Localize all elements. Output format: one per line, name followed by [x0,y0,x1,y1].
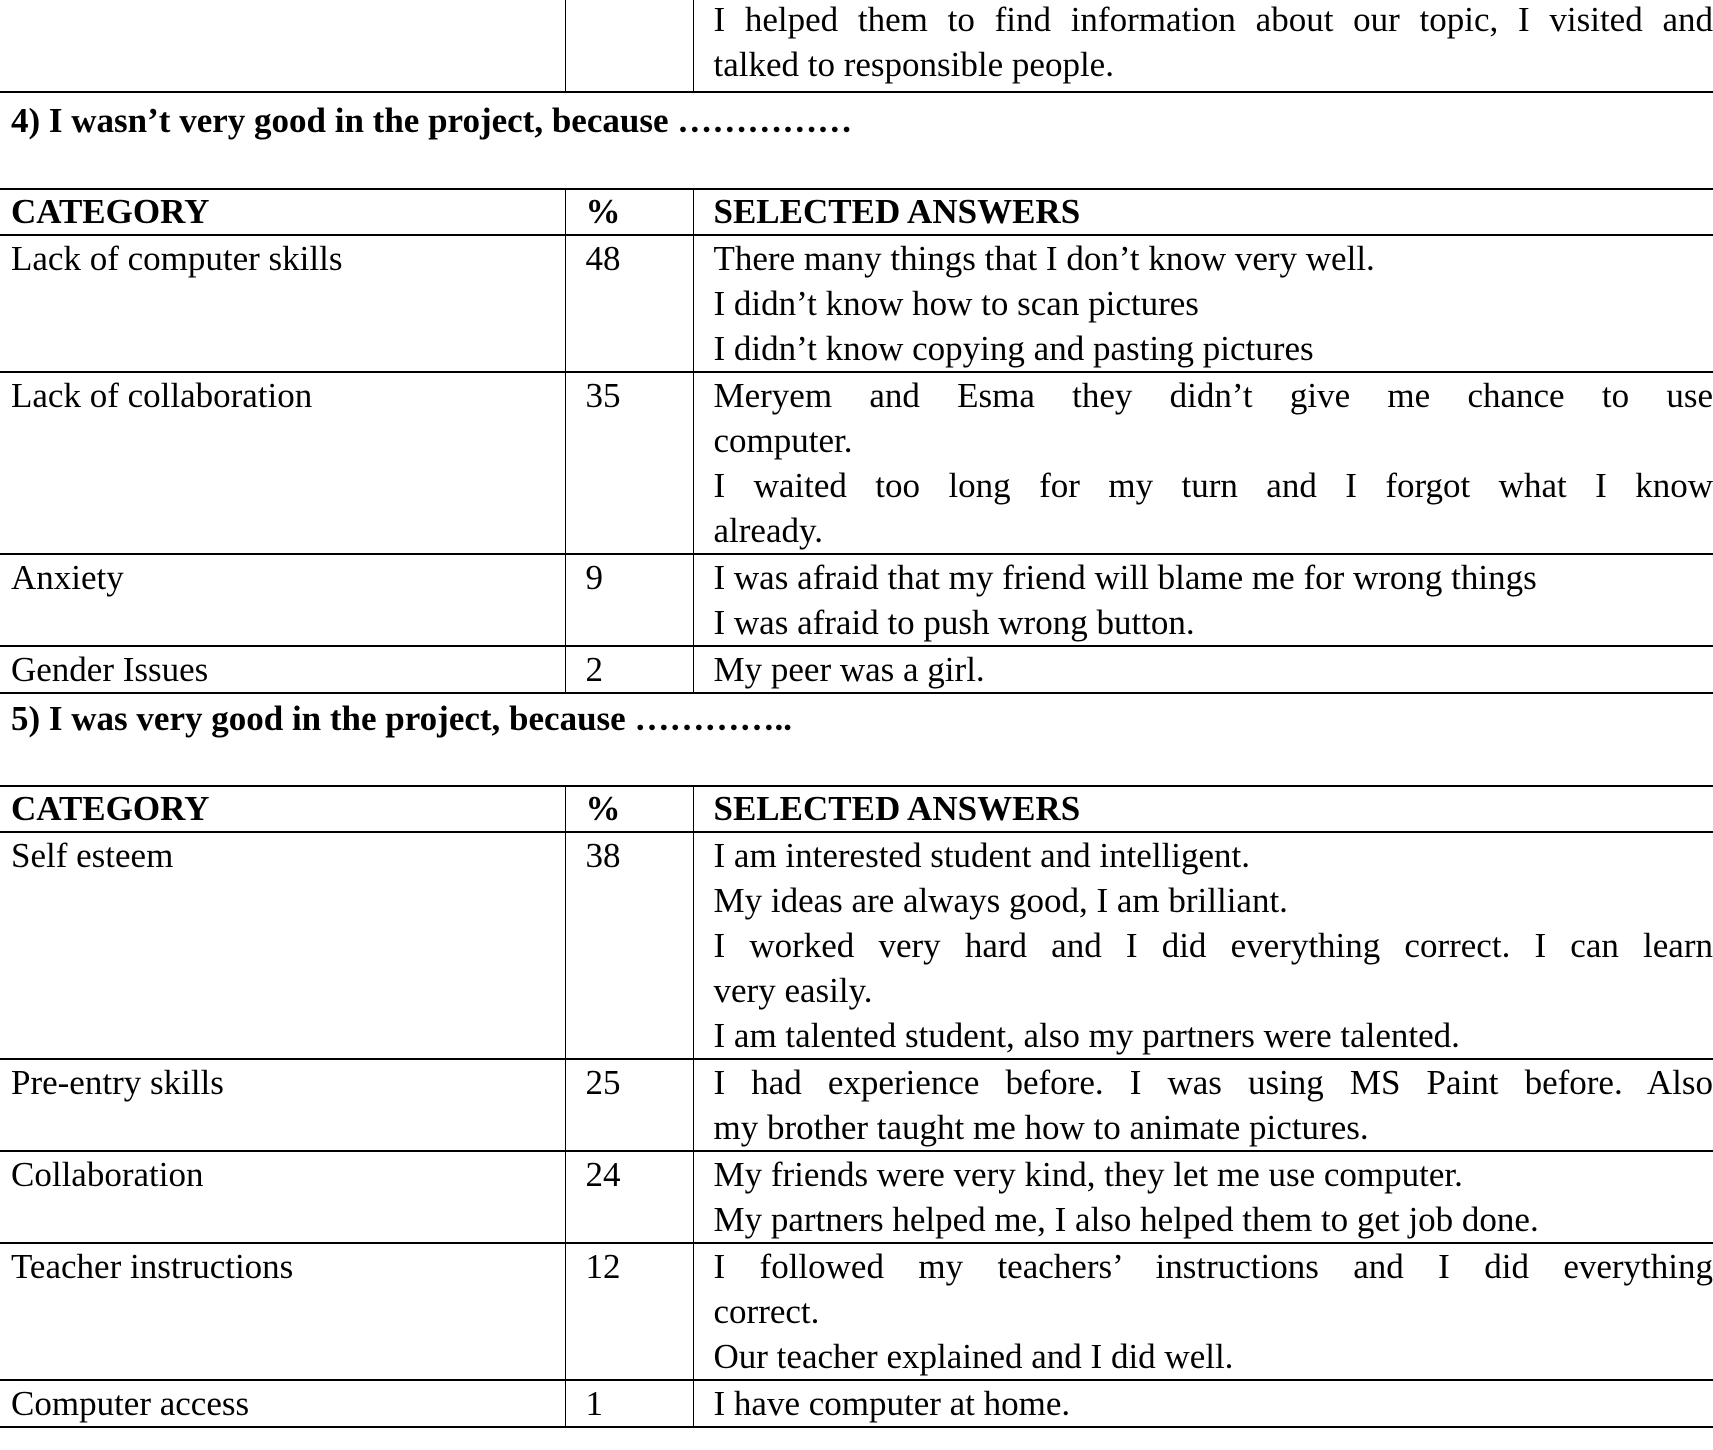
answers-cell [693,0,1713,92]
header-percent: % [565,189,693,235]
percent-cell [565,0,693,92]
percent-cell: 12 [565,1243,693,1380]
header-category: CATEGORY [0,189,565,235]
answer-line: My partners helped me, I also helped them to get job done. [713,1200,1539,1239]
answer-line: I followed my teachers’ instructions and I did everything [713,1247,1713,1286]
header-category: CATEGORY [0,786,565,832]
answer-line: I am talented student, also my partners were talented. [713,1016,1460,1055]
header-answers: SELECTED ANSWERS [693,786,1713,832]
table-row [0,372,1713,554]
question-heading-5: 5) I was very good in the project, because ………….. [11,699,792,738]
answers-cell [693,1151,1713,1243]
percent-cell: 1 [565,1380,693,1427]
table-row [0,832,1713,1059]
answer-line: I helped them to find information about our topic, I visited and [713,0,1713,39]
header-answers: SELECTED ANSWERS [693,189,1713,235]
category-cell: Lack of collaboration [0,372,565,554]
category-cell [0,0,565,92]
answers-cell [693,1059,1713,1151]
category-cell: Self esteem [0,832,565,1059]
percent-cell: 9 [565,554,693,646]
answer-line: already. [713,511,823,550]
answers-cell [693,1380,1713,1427]
answers-cell [693,372,1713,554]
answer-line: computer. [713,421,853,460]
answer-line: I waited too long for my turn and I forgot what I know [713,466,1713,505]
table-row [0,235,1713,372]
question-heading-4: 4) I wasn’t very good in the project, because …………… [11,101,853,140]
answer-line: correct. [713,1292,820,1331]
table-row [0,1243,1713,1380]
answers-cell [693,235,1713,372]
results-table-5 [0,785,1713,1428]
answer-line: There many things that I don’t know very well. [713,239,1375,278]
table-row [0,1059,1713,1151]
category-cell: Lack of computer skills [0,235,565,372]
header-percent: % [565,786,693,832]
percent-cell: 2 [565,646,693,693]
category-cell: Anxiety [0,554,565,646]
percent-cell: 38 [565,832,693,1059]
answer-line: My friends were very kind, they let me use computer. [713,1155,1463,1194]
category-cell: Gender Issues [0,646,565,693]
answer-line: Our teacher explained and I did well. [713,1337,1234,1376]
answer-line: very easily. [713,971,873,1010]
answer-line: I worked very hard and I did everything correct. I can learn [713,926,1713,965]
table-header-row [0,189,1713,235]
answers-cell [693,832,1713,1059]
table-row [0,646,1713,693]
answers-cell [693,554,1713,646]
answer-line: I am interested student and intelligent. [713,836,1251,875]
answer-line: I didn’t know how to scan pictures [713,284,1199,323]
answer-line: I didn’t know copying and pasting pictures [713,329,1314,368]
answer-line: I was afraid that my friend will blame me for wrong things [713,558,1537,597]
table-row [0,0,1713,92]
table-header-row [0,786,1713,832]
category-cell: Teacher instructions [0,1243,565,1380]
percent-cell: 25 [565,1059,693,1151]
category-cell: Pre-entry skills [0,1059,565,1151]
table-row [0,1151,1713,1243]
answer-line: I was afraid to push wrong button. [713,603,1195,642]
answer-line: I have computer at home. [713,1384,1071,1423]
answer-line: I had experience before. I was using MS Paint before. Also [713,1063,1713,1102]
answer-line: My ideas are always good, I am brilliant. [713,881,1288,920]
percent-cell: 48 [565,235,693,372]
table-row [0,1380,1713,1427]
previous-table-fragment [0,0,1713,93]
answer-line: Meryem and Esma they didn’t give me chance to use [713,376,1713,415]
answer-line: My peer was a girl. [713,650,985,689]
answers-cell [693,1243,1713,1380]
percent-cell: 35 [565,372,693,554]
percent-cell: 24 [565,1151,693,1243]
answers-cell [693,646,1713,693]
table-row [0,554,1713,646]
results-table-4 [0,188,1713,694]
category-cell: Collaboration [0,1151,565,1243]
answer-line: my brother taught me how to animate pictures. [713,1108,1369,1147]
answer-line: talked to responsible people. [713,45,1114,84]
category-cell: Computer access [0,1380,565,1427]
